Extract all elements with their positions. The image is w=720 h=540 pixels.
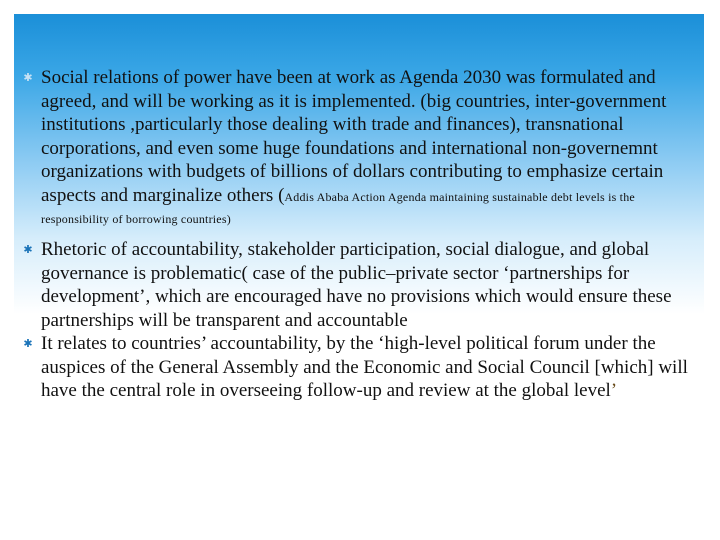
slide-content xyxy=(22,66,702,403)
asterisk-icon: ✱ xyxy=(23,337,33,350)
bullet-2-text: Rhetoric of accountability, stakeholder participation, social dialogue, and global governance is problematic( case of the public–private sector ‘partnerships for development’, which are encouraged have no provisions which would ensure these partnerships will be transparent and accountable xyxy=(41,239,672,331)
bullet-3-text: It relates to countries’ accountability, by the ‘high-level political forum under the auspices of the General Assembly and the Economic and Social Council [which] will have the central role in overseeing follow-up and review at the global level xyxy=(41,333,688,401)
bullet-1-note-part2: responsibility of borrowing countries xyxy=(41,212,227,226)
asterisk-icon: ✱ xyxy=(23,71,33,84)
bullet-item-1 xyxy=(22,66,702,228)
bullet-1-note-part1: Addis Ababa Action Agenda maintaining sustainable debt levels is the xyxy=(284,189,635,204)
bullet-1-text: Social relations of power have been at work as Agenda 2030 was formulated and agreed, and will be working as it is implemented. (big countries, inter-government institutions ,particularly those dealing with trade and finances), transnational corporations, and even some huge foundations and international non-governemnt organizations with budgets of billions of dollars contributing to emphasize certain aspects and marginalize others ( xyxy=(41,67,667,206)
bullet-3-closing-quote: ’ xyxy=(610,380,618,401)
bullet-item-3 xyxy=(22,332,702,403)
bullet-1-note-end: ) xyxy=(226,212,231,226)
asterisk-icon: ✱ xyxy=(23,243,33,256)
bullet-item-2 xyxy=(22,238,702,332)
